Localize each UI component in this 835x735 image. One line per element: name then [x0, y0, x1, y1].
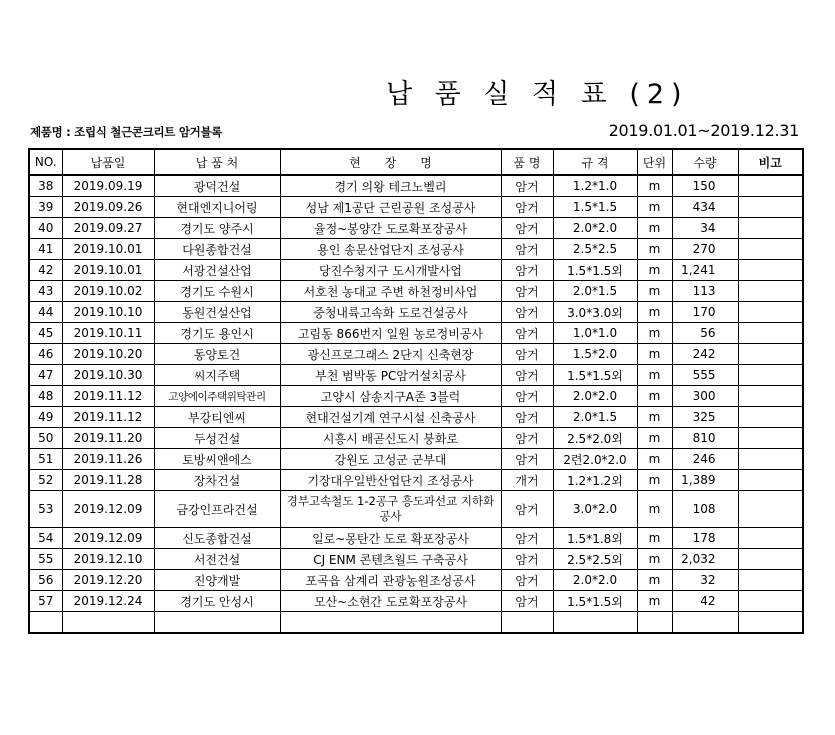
cell-unit: [637, 612, 672, 634]
cell-item: 암거: [501, 491, 553, 528]
cell-no: 41: [29, 239, 62, 260]
cell-client: 신도종합건설: [154, 528, 280, 549]
cell-item: 암거: [501, 365, 553, 386]
cell-item: 암거: [501, 281, 553, 302]
cell-date: 2019.09.26: [62, 197, 154, 218]
cell-date: [62, 612, 154, 634]
header-note: 비고: [738, 149, 803, 175]
cell-site: [280, 612, 501, 634]
table-row: [29, 491, 803, 528]
cell-spec: 1.2*1.2외: [553, 470, 637, 491]
cell-spec: 2.0*2.0: [553, 570, 637, 591]
cell-client: 장차건설: [154, 470, 280, 491]
cell-qty: 434: [672, 197, 738, 218]
table-row: [29, 218, 803, 239]
cell-site: 부천 범박동 PC암거설치공사: [280, 365, 501, 386]
cell-client: 금강인프라건설: [154, 491, 280, 528]
cell-no: 44: [29, 302, 62, 323]
table-row: [29, 281, 803, 302]
cell-item: [501, 612, 553, 634]
cell-item: 암거: [501, 549, 553, 570]
table-row: [29, 323, 803, 344]
cell-client: 동양토건: [154, 344, 280, 365]
cell-spec: 1.5*1.5: [553, 197, 637, 218]
cell-site: 성남 제1공단 근린공원 조성공사: [280, 197, 501, 218]
cell-date: 2019.12.20: [62, 570, 154, 591]
cell-site: 현대건설기계 연구시설 신축공사: [280, 407, 501, 428]
table-row: [29, 175, 803, 197]
cell-spec: 2련2.0*2.0: [553, 449, 637, 470]
cell-note: [738, 344, 803, 365]
cell-unit: m: [637, 407, 672, 428]
cell-note: [738, 528, 803, 549]
cell-date: 2019.10.02: [62, 281, 154, 302]
cell-spec: 2.0*2.0: [553, 386, 637, 407]
cell-client: 경기도 용인시: [154, 323, 280, 344]
cell-unit: m: [637, 302, 672, 323]
cell-unit: m: [637, 197, 672, 218]
cell-qty: 325: [672, 407, 738, 428]
cell-spec: 2.0*1.5: [553, 281, 637, 302]
cell-note: [738, 302, 803, 323]
cell-qty: 150: [672, 175, 738, 197]
cell-date: 2019.10.10: [62, 302, 154, 323]
cell-qty: 810: [672, 428, 738, 449]
cell-site: 일로~몽탄간 도로 확포장공사: [280, 528, 501, 549]
cell-client: [154, 612, 280, 634]
cell-unit: m: [637, 528, 672, 549]
cell-date: 2019.12.24: [62, 591, 154, 612]
cell-unit: m: [637, 470, 672, 491]
cell-client: 진양개발: [154, 570, 280, 591]
cell-note: [738, 323, 803, 344]
cell-no: 45: [29, 323, 62, 344]
cell-no: 52: [29, 470, 62, 491]
cell-site: 경기 의왕 테크노벨리: [280, 175, 501, 197]
cell-unit: m: [637, 428, 672, 449]
cell-no: 39: [29, 197, 62, 218]
cell-item: 암거: [501, 407, 553, 428]
cell-no: 48: [29, 386, 62, 407]
cell-site: 당진수청지구 도시개발사업: [280, 260, 501, 281]
cell-date: 2019.11.28: [62, 470, 154, 491]
cell-site: 고양시 삼송지구A존 3블럭: [280, 386, 501, 407]
table-row: [29, 470, 803, 491]
cell-client: 두성건설: [154, 428, 280, 449]
cell-no: 54: [29, 528, 62, 549]
header-item: 품 명: [501, 149, 553, 175]
cell-unit: m: [637, 218, 672, 239]
cell-item: 개거: [501, 470, 553, 491]
header-site: 현 장 명: [280, 149, 501, 175]
cell-item: 암거: [501, 344, 553, 365]
cell-date: 2019.10.11: [62, 323, 154, 344]
delivery-record-table: [28, 148, 804, 634]
header-client: 납 품 처: [154, 149, 280, 175]
cell-date: 2019.10.20: [62, 344, 154, 365]
cell-qty: 56: [672, 323, 738, 344]
cell-no: 38: [29, 175, 62, 197]
cell-qty: 113: [672, 281, 738, 302]
cell-unit: m: [637, 239, 672, 260]
cell-note: [738, 218, 803, 239]
cell-spec: 1.5*1.5외: [553, 591, 637, 612]
cell-spec: 2.5*2.0외: [553, 428, 637, 449]
cell-qty: 246: [672, 449, 738, 470]
cell-unit: m: [637, 591, 672, 612]
cell-item: 암거: [501, 591, 553, 612]
period-range: 2019.01.01~2019.12.31: [608, 121, 799, 140]
cell-date: 2019.10.01: [62, 260, 154, 281]
cell-qty: 555: [672, 365, 738, 386]
table-row: [29, 449, 803, 470]
table-row: [29, 591, 803, 612]
table-row: [29, 260, 803, 281]
cell-date: 2019.09.19: [62, 175, 154, 197]
cell-site: 포곡읍 삼계리 관광농원조성공사: [280, 570, 501, 591]
cell-date: 2019.09.27: [62, 218, 154, 239]
cell-spec: 3.0*3.0외: [553, 302, 637, 323]
cell-note: [738, 281, 803, 302]
table-row: [29, 570, 803, 591]
cell-spec: 1.5*2.0: [553, 344, 637, 365]
table-row: [29, 386, 803, 407]
cell-client: 토방씨앤에스: [154, 449, 280, 470]
cell-qty: 242: [672, 344, 738, 365]
cell-note: [738, 175, 803, 197]
cell-note: [738, 549, 803, 570]
cell-site: CJ ENM 콘텐츠월드 구축공사: [280, 549, 501, 570]
cell-item: 암거: [501, 218, 553, 239]
cell-unit: m: [637, 449, 672, 470]
header-no: NO.: [29, 149, 62, 175]
cell-item: 암거: [501, 175, 553, 197]
table-row: [29, 365, 803, 386]
table-row: [29, 239, 803, 260]
cell-note: [738, 260, 803, 281]
cell-site: 용인 송문산업단지 조성공사: [280, 239, 501, 260]
cell-client: 고양에이주택위탁관리: [154, 386, 280, 407]
cell-qty: 178: [672, 528, 738, 549]
cell-date: 2019.11.12: [62, 407, 154, 428]
cell-note: [738, 612, 803, 634]
table-row: [29, 612, 803, 634]
cell-item: 암거: [501, 197, 553, 218]
cell-note: [738, 386, 803, 407]
cell-qty: 2,032: [672, 549, 738, 570]
cell-note: [738, 365, 803, 386]
cell-client: 경기도 양주시: [154, 218, 280, 239]
cell-spec: 2.5*2.5외: [553, 549, 637, 570]
header-spec: 규 격: [553, 149, 637, 175]
cell-qty: 32: [672, 570, 738, 591]
cell-no: 56: [29, 570, 62, 591]
cell-unit: m: [637, 570, 672, 591]
cell-no: 50: [29, 428, 62, 449]
cell-site: 시흥시 배곧신도시 붕화로: [280, 428, 501, 449]
cell-client: 서광건설산업: [154, 260, 280, 281]
cell-client: 경기도 수원시: [154, 281, 280, 302]
cell-no: 43: [29, 281, 62, 302]
cell-spec: 1.5*1.5외: [553, 260, 637, 281]
table-row: [29, 549, 803, 570]
cell-spec: 1.5*1.5외: [553, 365, 637, 386]
cell-item: 암거: [501, 428, 553, 449]
cell-unit: m: [637, 344, 672, 365]
cell-site: 중청내륙고속화 도로건설공사: [280, 302, 501, 323]
cell-note: [738, 591, 803, 612]
cell-date: 2019.10.01: [62, 239, 154, 260]
table-row: [29, 428, 803, 449]
header-unit: 단위: [637, 149, 672, 175]
cell-client: 동원건설산업: [154, 302, 280, 323]
cell-unit: m: [637, 323, 672, 344]
cell-client: 현대엔지니어링: [154, 197, 280, 218]
cell-unit: m: [637, 386, 672, 407]
cell-unit: m: [637, 260, 672, 281]
cell-site: 율정~봉양간 도로확포장공사: [280, 218, 501, 239]
cell-client: 서전건설: [154, 549, 280, 570]
cell-unit: m: [637, 281, 672, 302]
cell-unit: m: [637, 549, 672, 570]
cell-unit: m: [637, 365, 672, 386]
table-row: [29, 407, 803, 428]
page-title: 납 품 실 적 표 (2): [386, 79, 689, 110]
cell-client: 부강티엔씨: [154, 407, 280, 428]
cell-no: 40: [29, 218, 62, 239]
cell-item: 암거: [501, 323, 553, 344]
cell-qty: 1,241: [672, 260, 738, 281]
cell-item: 암거: [501, 386, 553, 407]
cell-item: 암거: [501, 449, 553, 470]
header-qty: 수량: [672, 149, 738, 175]
cell-site: 모산~소현간 도로확포장공사: [280, 591, 501, 612]
table-header-row: [29, 149, 803, 175]
cell-spec: 3.0*2.0: [553, 491, 637, 528]
cell-site: 광신프로그래스 2단지 신축현장: [280, 344, 501, 365]
cell-date: 2019.12.09: [62, 491, 154, 528]
cell-item: 암거: [501, 528, 553, 549]
cell-qty: 34: [672, 218, 738, 239]
cell-site: 경부고속철도 1-2공구 흥도과선교 지하화공사: [280, 491, 501, 528]
cell-spec: 2.0*2.0: [553, 218, 637, 239]
cell-no: 53: [29, 491, 62, 528]
cell-date: 2019.11.26: [62, 449, 154, 470]
cell-no: 49: [29, 407, 62, 428]
cell-note: [738, 407, 803, 428]
cell-no: 42: [29, 260, 62, 281]
cell-date: 2019.11.12: [62, 386, 154, 407]
cell-client: 광덕건설: [154, 175, 280, 197]
cell-qty: 42: [672, 591, 738, 612]
cell-no: [29, 612, 62, 634]
cell-date: 2019.12.10: [62, 549, 154, 570]
cell-no: 55: [29, 549, 62, 570]
cell-note: [738, 197, 803, 218]
cell-qty: 1,389: [672, 470, 738, 491]
cell-qty: 300: [672, 386, 738, 407]
cell-site: 고림동 866번지 일원 농로정비공사: [280, 323, 501, 344]
cell-note: [738, 449, 803, 470]
cell-spec: 2.0*1.5: [553, 407, 637, 428]
cell-unit: m: [637, 491, 672, 528]
cell-unit: m: [637, 175, 672, 197]
table-row: [29, 528, 803, 549]
cell-spec: [553, 612, 637, 634]
header-date: 납품일: [62, 149, 154, 175]
cell-date: 2019.10.30: [62, 365, 154, 386]
cell-note: [738, 239, 803, 260]
cell-qty: [672, 612, 738, 634]
cell-note: [738, 470, 803, 491]
table-row: [29, 197, 803, 218]
cell-spec: 1.2*1.0: [553, 175, 637, 197]
cell-note: [738, 428, 803, 449]
cell-date: 2019.11.20: [62, 428, 154, 449]
cell-item: 암거: [501, 302, 553, 323]
table-row: [29, 344, 803, 365]
cell-client: 다원종합건설: [154, 239, 280, 260]
cell-spec: 2.5*2.5: [553, 239, 637, 260]
cell-note: [738, 570, 803, 591]
cell-item: 암거: [501, 260, 553, 281]
cell-qty: 108: [672, 491, 738, 528]
cell-note: [738, 491, 803, 528]
cell-item: 암거: [501, 239, 553, 260]
cell-date: 2019.12.09: [62, 528, 154, 549]
cell-site: 강원도 고성군 군부대: [280, 449, 501, 470]
table-row: [29, 302, 803, 323]
cell-item: 암거: [501, 570, 553, 591]
cell-site: 기장대우일반산업단지 조성공사: [280, 470, 501, 491]
cell-no: 51: [29, 449, 62, 470]
cell-site: 서호천 농대교 주변 하천정비사업: [280, 281, 501, 302]
cell-no: 57: [29, 591, 62, 612]
cell-spec: 1.0*1.0: [553, 323, 637, 344]
cell-qty: 270: [672, 239, 738, 260]
cell-no: 46: [29, 344, 62, 365]
cell-qty: 170: [672, 302, 738, 323]
cell-spec: 1.5*1.8외: [553, 528, 637, 549]
cell-no: 47: [29, 365, 62, 386]
product-label: 제품명 : 조립식 철근콘크리트 암거블록: [30, 125, 223, 139]
cell-client: 경기도 안성시: [154, 591, 280, 612]
cell-client: 씨지주택: [154, 365, 280, 386]
